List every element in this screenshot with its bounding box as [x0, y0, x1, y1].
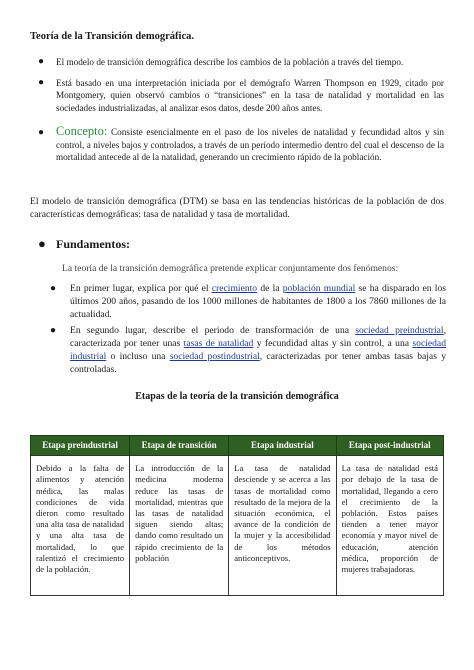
item-text: y fecundidad altas y sin control, a una [253, 338, 413, 350]
fundamentos-label: Fundamentos: [56, 236, 131, 251]
item-text: En segundo lugar, describe el periodo de transformación de una [70, 325, 356, 337]
bullet-text: Está basado en una interpretación iniciada por el demógrafo Warren Thompson en 1929, citado por Montgomery, quien observó cambios o “transiciones” en la tasa de natalidad y mortalidad en las sociedades industrializadas, al analizar esos datos, desde 200 años antes. [56, 77, 444, 113]
item-text: o incluso una [106, 350, 170, 362]
list-item [38, 56, 444, 69]
item-text: de la [257, 283, 283, 294]
cell-industrial: La tasa de natalidad desciende y se acerca a las tasas de mortalidad como resultado de la mejora de la situación económica, el avance de la condición de la mujer y la accesibilidad de los métodos anticonceptivos. [229, 456, 336, 596]
link-tasas-de-natalidad[interactable]: tasas de natalidad [183, 338, 254, 350]
bullet-text: El modelo de transición demográfica describe los cambios de la población a través del tiempo. [56, 57, 404, 67]
concept-label: Concepto: [56, 124, 108, 138]
list-item [38, 125, 444, 164]
link-poblacion-mundial[interactable]: población mundial [282, 283, 356, 294]
bullet-icon: ● [50, 325, 57, 337]
fundamentos-intro: La teoría de la transición demográfica pretende explicar conjuntamente dos fenómenos: [62, 263, 399, 274]
cell-preindustrial: Debido a la falta de alimentos y atención médica, las malas condiciones de vida dieron como resultado una alta tasa de natalidad y una alta tasa de mortalidad, lo que ralentizó el crecimiento de la población. [31, 456, 130, 596]
bullet-icon: ● [38, 236, 46, 251]
table-row [31, 456, 444, 596]
fundamentos-item-1 [70, 283, 446, 321]
fundamentos-item-2 [70, 325, 446, 376]
list-item [50, 325, 446, 376]
stages-title: Etapas de la teoría de la transición demográfica [135, 391, 339, 402]
concept-block [38, 125, 444, 164]
fundamentos-list [50, 283, 446, 377]
header-preindustrial: Etapa preindustrial [31, 436, 130, 456]
cell-transicion: La introducción de la medicina moderna reduce las tasas de mortalidad, mientras que las tasas de natalidad siguen siendo altas; dando como resultado un rápido crecimiento de la población [130, 456, 229, 596]
concept-definition: Consiste esencialmente en el paso de los niveles de natalidad y fecundidad altos y sin control, a niveles bajos y controlados, a través de un período intermedio dentro del cual el descenso de la mortalidad antecede al de la natalidad, generando un crecimiento rápido de la población. [56, 127, 444, 163]
fundamentos-heading [38, 236, 130, 252]
cell-post-industrial: La tasa de natalidad está por debajo de la tasa de mortalidad, llegando a cero el crecimiento de la población. Estos países tienden a tener mayor economía y mayor nivel de educación, atención médica, proporción de mujeres trabajadoras. [336, 456, 443, 596]
intro-bullet-list [38, 56, 444, 114]
header-industrial: Etapa industrial [229, 436, 336, 456]
link-sociedad-postindustrial[interactable]: sociedad postindustrial [169, 350, 260, 362]
concept-text [56, 125, 444, 164]
table-header-row [31, 436, 444, 456]
bullet-icon: ● [50, 283, 57, 294]
bullet-icon: ● [38, 56, 45, 67]
bullet-icon: ● [38, 76, 45, 88]
dtm-paragraph: El modelo de transición demográfica (DTM) se basa en las tendencias históricas de la población de dos características demográficas: tasa de natalidad y tasa de mortalidad. [30, 196, 444, 220]
item-text: , caracterizada por tener unas [70, 325, 446, 350]
header-post-industrial: Etapa post-industrial [336, 436, 443, 456]
list-item [50, 283, 446, 321]
link-sociedad-preindustrial[interactable]: sociedad preindustrial [355, 325, 444, 337]
list-item [38, 77, 444, 115]
item-text: se ha disparado en los últimos 200 años, pasando de los 1000 millones de habitantes de 1800 a los 7860 millones de la actualidad. [70, 283, 446, 320]
stages-table [30, 435, 444, 596]
document-title: Teoría de la Transición demográfica. [30, 31, 195, 42]
bullet-icon: ● [38, 127, 45, 138]
item-text: En primer lugar, explica por qué el [70, 283, 212, 294]
header-transicion: Etapa de transición [130, 436, 229, 456]
item-text: , caracterizadas por tener ambas tasas bajas y controladas. [70, 350, 446, 375]
link-crecimiento[interactable]: crecimiento [211, 283, 258, 294]
link-sociedad-industrial[interactable]: sociedad industrial [70, 338, 446, 362]
